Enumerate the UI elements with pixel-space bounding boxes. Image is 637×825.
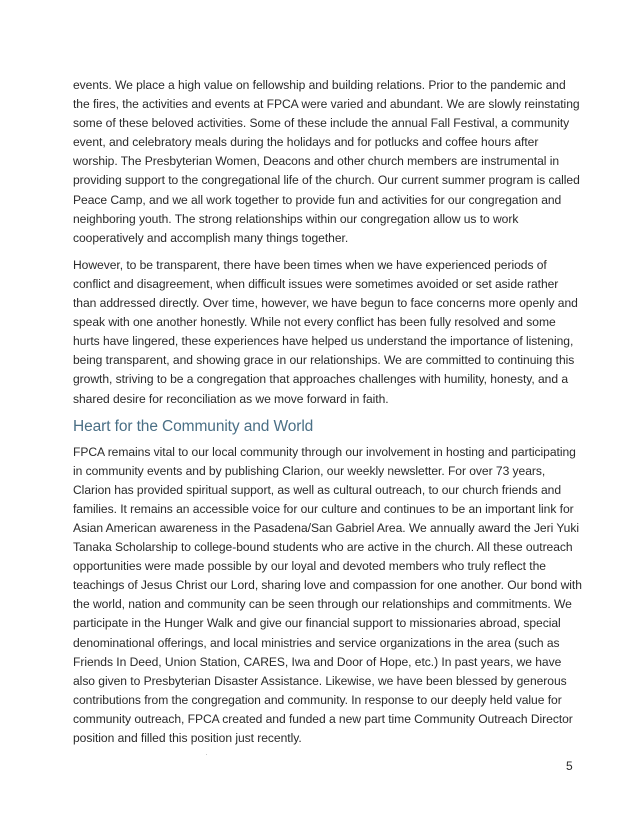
scan-speck — [206, 754, 207, 755]
document-page — [73, 76, 583, 755]
paragraph-transparency: However, to be transparent, there have been times when we have experienced periods of conflict and disagreement, when difficult issues were sometimes avoided or set aside rather than addressed directly. Over time, however, we have begun to face concerns more openly and speak with one another honestly. While not every conflict has been fully resolved and some hurts have lingered, these experiences have helped us understand the importance of listening, being transparent, and showing grace in our relationships. We are committed to continuing this growth, striving to be a congregation that approaches challenges with humility, honesty, and a shared desire for reconciliation as we move forward in faith. — [73, 257, 578, 406]
paragraph-community-outreach: FPCA remains vital to our local community through our involvement in hosting and participating in community events and by publishing Clarion, our weekly newsletter. For over 73 years, Clarion has provided spiritual support, as well as cultural outreach, to our church friends and families. It remains an accessible voice for our culture and continues to be an important link for Asian American awareness in the Pasadena/San Gabriel Area. We annually award the Jeri Yuki Tanaka Scholarship to college-bound students who are active in the church. All these outreach opportunities were made possible by our loyal and devoted members who truly reflect the teachings of Jesus Christ our Lord, sharing love and compassion for one another. Our bond with the world, nation and community can be seen through our relationships and commitments. We participate in the Hunger Walk and give our financial support to missionaries abroad, special denominational offerings, and local ministries and service organizations in the area (such as Friends In Deed, Union Station, CARES, Iwa and Door of Hope, etc.) In past years, we have also given to Presbyterian Disaster Assistance. Likewise, we have been blessed by generous contributions from the congregation and community. In response to our deeply held value for community outreach, FPCA created and funded a new part time Community Outreach Director position and filled this position just recently. — [73, 444, 582, 745]
page-number: 5 — [566, 759, 573, 773]
paragraph-fellowship: events. We place a high value on fellowship and building relations. Prior to the pandemic and the fires, the activities and events at FPCA were varied and abundant. We are slowly reinstating some of these beloved activities. Some of these include the annual Fall Festival, a community event, and celebratory meals during the holidays and for potlucks and coffee hours after worship. The Presbyterian Women, Deacons and other church members are instrumental in providing support to the congregational life of the church. Our current summer program is called Peace Camp, and we all work together to provide fun and activities for our congregation and neighboring youth. The strong relationships within our congregation allow us to work cooperatively and accomplish many things together. — [73, 78, 580, 245]
section-heading: Heart for the Community and World — [73, 417, 314, 435]
